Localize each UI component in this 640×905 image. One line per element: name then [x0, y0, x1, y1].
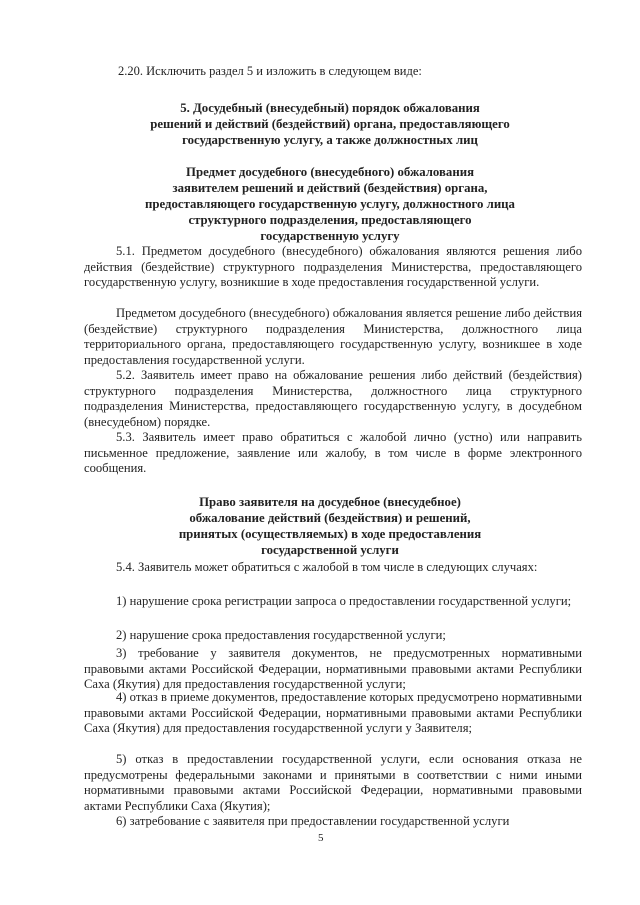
heading-line: государственную услугу — [260, 229, 400, 243]
paragraph-5-1: 5.1. Предметом досудебного (внесудебного) обжалования являются решения либо действия (бездействие) структурного подразделения Министерства, предоставляющего государственную услугу, возникшие в ходе предоставления государственной услуги. — [84, 244, 582, 290]
heading-line: заявителем решений и действий (бездействия) органа, — [172, 181, 488, 195]
intro-line: 2.20. Исключить раздел 5 и изложить в следующем виде: — [118, 64, 422, 78]
heading-line: Право заявителя на досудебное (внесудебное) — [199, 495, 461, 509]
heading-line: Предмет досудебного (внесудебного) обжалования — [186, 165, 474, 179]
list-item-2: 2) нарушение срока предоставления государственной услуги; — [116, 628, 446, 642]
heading-line: решений и действий (бездействий) органа, предоставляющего — [150, 117, 510, 131]
subsection-heading-2 — [80, 494, 580, 558]
subsection-heading — [80, 164, 580, 244]
paragraph-5-3: 5.3. Заявитель имеет право обратиться с жалобой лично (устно) или направить письменное предложение, заявление или жалобу, в том числе в форме электронного сообщения. — [84, 430, 582, 476]
list-item-5: 5) отказ в предоставлении государственной услуги, если основания отказа не предусмотрены федеральными законами и принятыми в соответствии с ними иными нормативными правовыми актами Российской Федерации, нормативными правовыми актами Республики Саха (Якутия); — [84, 752, 582, 813]
heading-line: обжалование действий (бездействия) и решений, — [189, 511, 471, 525]
list-item-3: 3) требование у заявителя документов, не предусмотренных нормативными правовыми актами Российской Федерации, нормативными правовыми актами Республики Саха (Якутия) для предоставления государственной услуги; — [84, 646, 582, 692]
section-heading — [80, 100, 580, 148]
heading-line: государственной услуги — [261, 543, 399, 557]
heading-line: принятых (осуществляемых) в ходе предоставления — [178, 527, 482, 541]
heading-line: структурного подразделения, предоставляющего — [188, 213, 472, 227]
paragraph-5-1-2: Предметом досудебного (внесудебного) обжалования является решение либо действия (бездействие) структурного подразделения Министерства, должностного лица территориального органа, предоставляющего государственную услугу, возникшее в ходе предоставления государственной услуги. — [84, 306, 582, 367]
heading-line: государственную услугу, а также должностных лиц — [182, 133, 478, 147]
paragraph-5-2: 5.2. Заявитель имеет право на обжалование решения либо действий (бездействия) структурного подразделения Министерства, должностного лица структурного подразделения Министерства, предоставляющего государственную услугу, в досудебном (внесудебном) порядке. — [84, 368, 582, 429]
page-number: 5 — [318, 832, 324, 844]
list-item-1: 1) нарушение срока регистрации запроса о предоставлении государственной услуги; — [116, 594, 572, 608]
list-item-4: 4) отказ в приеме документов, предоставление которых предусмотрено нормативными правовыми актами Российской Федерации, нормативными правовыми актами Республики Саха (Якутия) для предоставления государственной услуги у Заявителя; — [84, 690, 582, 736]
paragraph-5-4: 5.4. Заявитель может обратиться с жалобой в том числе в следующих случаях: — [116, 560, 538, 574]
list-item-6: 6) затребование с заявителя при предоставлении государственной услуги — [116, 814, 510, 828]
heading-line: 5. Досудебный (внесудебный) порядок обжалования — [180, 101, 480, 115]
heading-line: предоставляющего государственную услугу, должностного лица — [145, 197, 515, 211]
